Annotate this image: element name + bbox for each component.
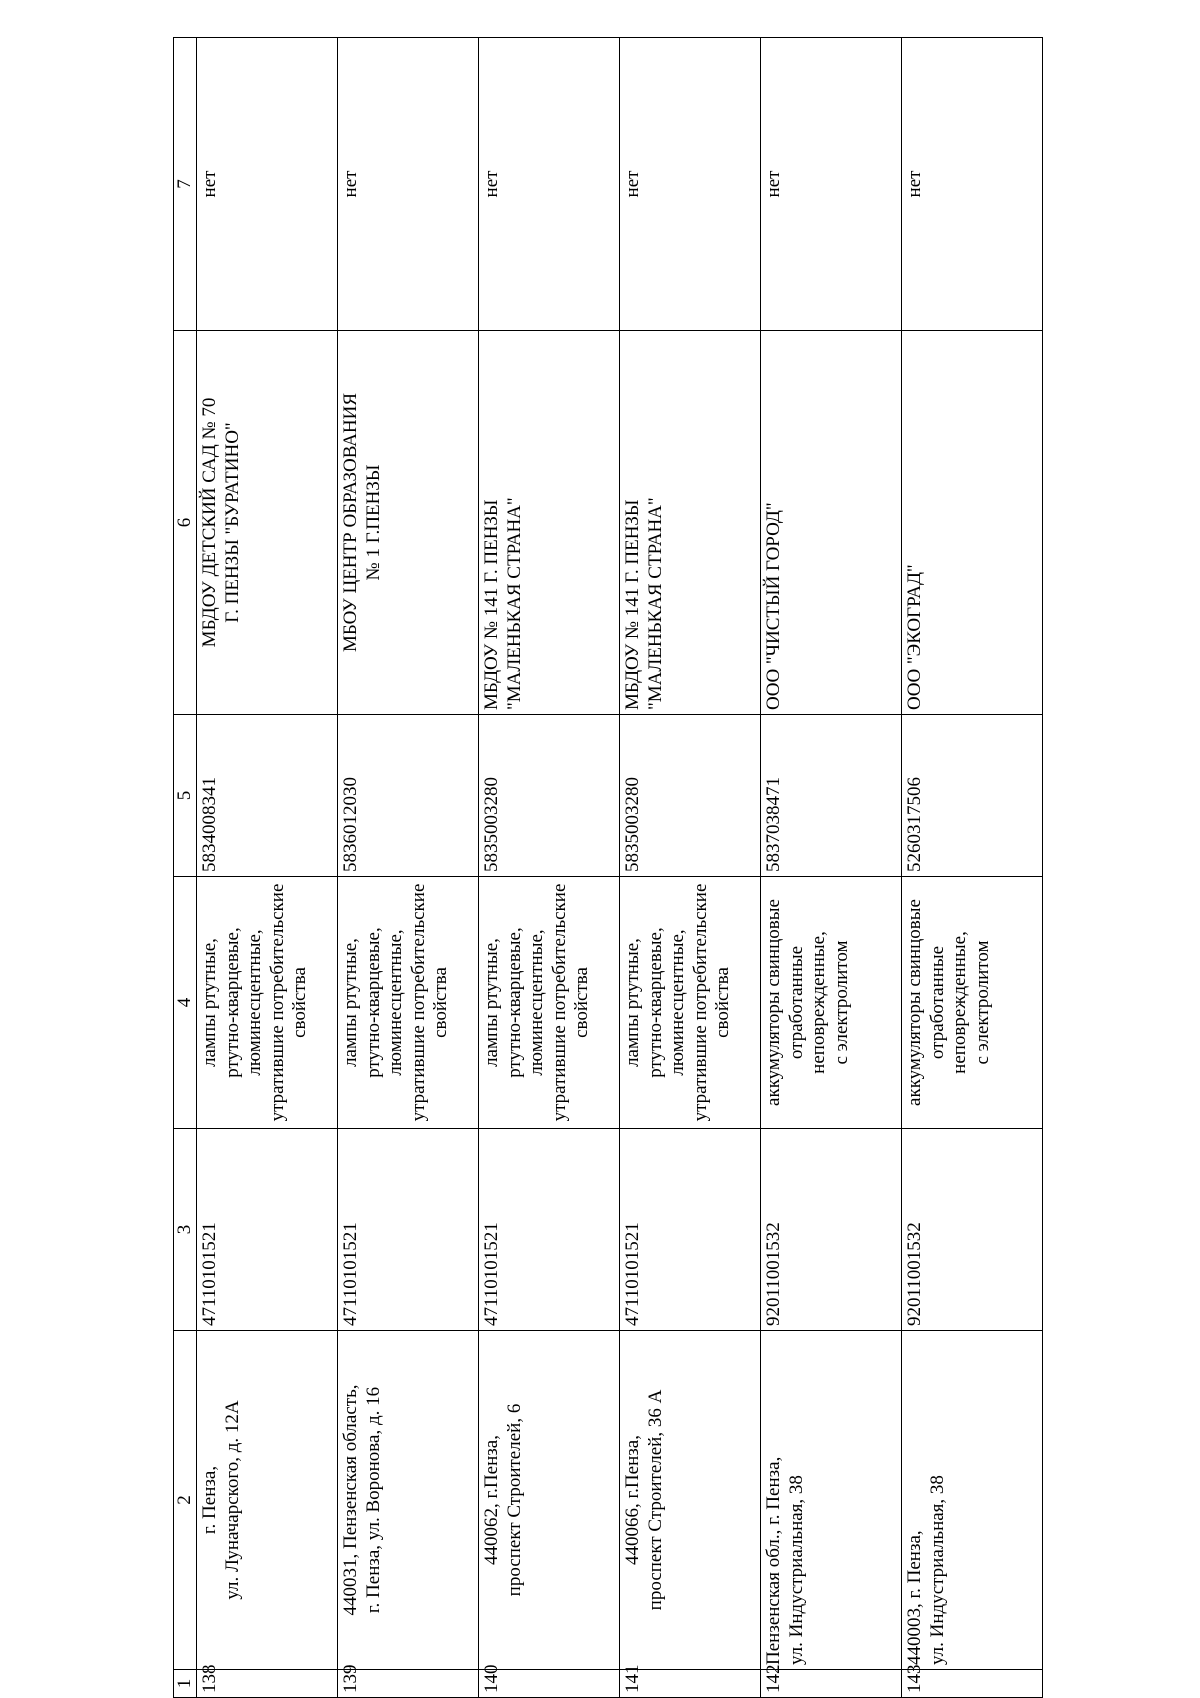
waste-objects-table [173, 37, 1043, 1698]
note-cell: нет [197, 38, 338, 331]
table-row [761, 38, 902, 1698]
inn-cell: 5834008341 [197, 715, 338, 877]
waste-name-cell: лампы ртутные, ртутно-кварцевые, люминесцентные, утратившие потребительские свойства [197, 877, 338, 1129]
waste-name-cell: лампы ртутные, ртутно-кварцевые, люминесцентные, утратившие потребительские свойства [620, 877, 761, 1129]
inn-cell: 5837038471 [761, 715, 902, 877]
note-cell: нет [620, 38, 761, 331]
inn-cell: 5835003280 [479, 715, 620, 877]
inn-cell: 5260317506 [902, 715, 1043, 877]
header-cell: 1 [174, 1670, 197, 1698]
address-cell: 440003, г. Пенза, ул. Индустриальная, 38 [902, 1331, 1043, 1670]
address-cell: 440031, Пензенская область, г. Пенза, ул. Воронова, д. 16 [338, 1331, 479, 1670]
waste-code-cell: 92011001532 [761, 1129, 902, 1331]
organization-cell: ООО "ЭКОГРАД" [902, 331, 1043, 715]
rotated-page [173, 38, 991, 1698]
header-cell: 5 [174, 715, 197, 877]
row-number: 140 [479, 1670, 620, 1698]
table-row [620, 38, 761, 1698]
header-cell: 2 [174, 1331, 197, 1670]
address-cell: 440066, г.Пенза, проспект Строителей, 36 А [620, 1331, 761, 1670]
table-row [197, 38, 338, 1698]
header-row [174, 38, 197, 1698]
header-cell: 3 [174, 1129, 197, 1331]
note-cell: нет [338, 38, 479, 331]
address-cell: 440062, г.Пенза, проспект Строителей, 6 [479, 1331, 620, 1670]
waste-name-cell: аккумуляторы свинцовые отработанные неповрежденные, с электролитом [902, 877, 1043, 1129]
header-cell: 7 [174, 38, 197, 331]
header-cell: 4 [174, 877, 197, 1129]
note-cell: нет [902, 38, 1043, 331]
table-row [338, 38, 479, 1698]
waste-name-cell: аккумуляторы свинцовые отработанные неповрежденные, с электролитом [761, 877, 902, 1129]
inn-cell: 5836012030 [338, 715, 479, 877]
table-row [479, 38, 620, 1698]
organization-cell: МБОУ ЦЕНТР ОБРАЗОВАНИЯ № 1 Г.ПЕНЗЫ [338, 331, 479, 715]
address-cell: г. Пенза, ул. Луначарского, д. 12А [197, 1331, 338, 1670]
note-cell: нет [761, 38, 902, 331]
inn-cell: 5835003280 [620, 715, 761, 877]
organization-cell: ООО "ЧИСТЫЙ ГОРОД" [761, 331, 902, 715]
row-number: 142 [761, 1670, 902, 1698]
waste-code-cell: 47110101521 [479, 1129, 620, 1331]
row-number: 141 [620, 1670, 761, 1698]
row-number: 139 [338, 1670, 479, 1698]
organization-cell: МБДОУ № 141 Г. ПЕНЗЫ "МАЛЕНЬКАЯ СТРАНА" [620, 331, 761, 715]
note-cell: нет [479, 38, 620, 331]
waste-code-cell: 47110101521 [620, 1129, 761, 1331]
organization-cell: МБДОУ № 141 Г. ПЕНЗЫ "МАЛЕНЬКАЯ СТРАНА" [479, 331, 620, 715]
waste-code-cell: 47110101521 [338, 1129, 479, 1331]
waste-code-cell: 92011001532 [902, 1129, 1043, 1331]
waste-code-cell: 47110101521 [197, 1129, 338, 1331]
row-number: 138 [197, 1670, 338, 1698]
waste-name-cell: лампы ртутные, ртутно-кварцевые, люминесцентные, утратившие потребительские свойства [338, 877, 479, 1129]
table-row [902, 38, 1043, 1698]
address-cell: Пензенская обл., г. Пенза, ул. Индустриальная, 38 [761, 1331, 902, 1670]
organization-cell: МБДОУ ДЕТСКИЙ САД № 70 Г. ПЕНЗЫ "БУРАТИНО" [197, 331, 338, 715]
row-number: 143 [902, 1670, 1043, 1698]
waste-name-cell: лампы ртутные, ртутно-кварцевые, люминесцентные, утратившие потребительские свойства [479, 877, 620, 1129]
header-cell: 6 [174, 331, 197, 715]
